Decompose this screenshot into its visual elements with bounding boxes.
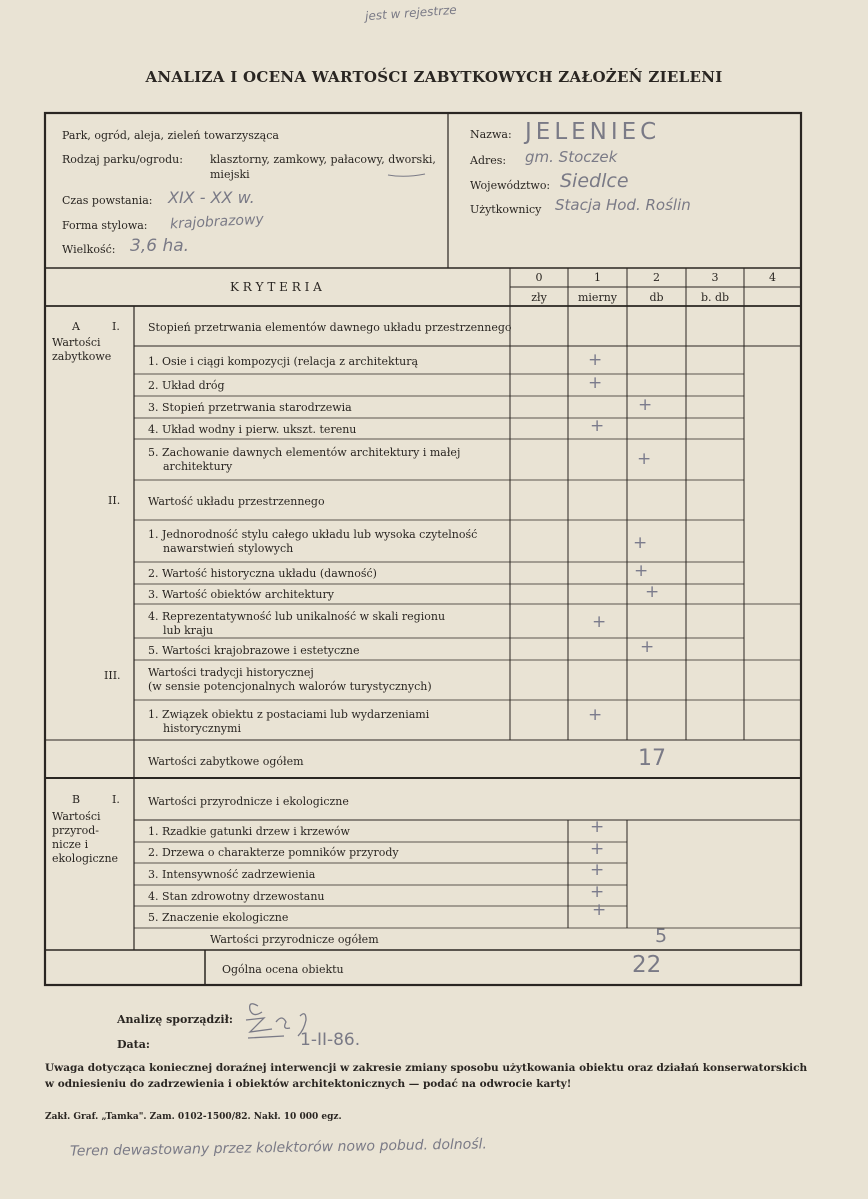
g2-row-4-label2: lub kraju (163, 624, 214, 637)
wielkosc-label: Wielkość: (62, 243, 116, 256)
wielkosc-value: 3,6 ha. (130, 236, 190, 256)
g2-row-2-mark: + (634, 561, 649, 581)
kryteria-heading: K R Y T E R I A (230, 280, 322, 294)
overall-value: 22 (632, 952, 662, 978)
hand-note: Teren dewastowany przez kolektorów nowo pobud. dolnośl. (69, 1136, 488, 1160)
section-b-total-label: Wartości przyrodnicze ogółem (210, 933, 379, 946)
overall-label: Ogólna ocena obiektu (222, 963, 344, 976)
b-row-1-mark: + (590, 817, 605, 837)
b-row-2-label: 2. Drzewa o charakterze pomników przyrody (148, 846, 399, 859)
g2-row-1-mark: + (633, 533, 648, 553)
g2-row-1-label: 1. Jednorodność stylu całego układu lub wysoka czytelność (148, 528, 478, 541)
section-b-name-1: Wartości (52, 810, 101, 823)
scale-3-label: b. db (700, 291, 730, 304)
uwaga-line-1: Uwaga dotycząca koniecznej doraźnej interwencji w zakresie zmiany sposobu użytkowania obiektu oraz działań konserwatorskich (45, 1062, 808, 1074)
b-row-3-mark: + (590, 860, 605, 880)
section-b-name-4: ekologiczne (52, 852, 119, 865)
g3-row-1-mark: + (588, 705, 603, 725)
data-label: Data: (117, 1038, 150, 1051)
top-note: jest w rejestrze (364, 2, 458, 24)
scale-1-num: 1 (594, 271, 601, 284)
g2-row-5-mark: + (640, 637, 655, 657)
b-row-5-mark: + (592, 900, 607, 920)
print-info: Zakł. Graf. „Tamka". Zam. 0102-1500/82. Nakł. 10 000 egz. (45, 1112, 342, 1122)
g1-row-2-label: 2. Układ dróg (148, 379, 225, 392)
section-a-roman: I. (112, 320, 120, 333)
rodzaj-options-1: klasztorny, zamkowy, pałacowy, dworski, (210, 153, 436, 166)
section-b-name-2: przyrod- (52, 824, 99, 837)
scale-1-label: mierny (577, 291, 617, 304)
b-row-1-label: 1. Rzadkie gatunki drzew i krzewów (148, 825, 350, 838)
group-3-title-2: (w sensie potencjonalnych walorów turystycznych) (148, 680, 432, 693)
scale-3-num: 3 (711, 271, 719, 284)
g2-row-3-label: 3. Wartość obiektów architektury (148, 588, 334, 601)
group-3-title-1: Wartości tradycji historycznej (148, 666, 314, 679)
b-row-4-mark: + (590, 882, 605, 902)
g2-row-1-label2: nawarstwień stylowych (163, 542, 294, 555)
uzytk-label: Użytkownicy (470, 203, 542, 216)
section-b-total-value: 5 (655, 925, 668, 947)
b-row-5-label: 5. Znaczenie ekologiczne (148, 911, 289, 924)
scale-2-num: 2 (653, 271, 660, 284)
data-value: 1-II-86. (300, 1030, 361, 1050)
uzytk-value: Stacja Hod. Roślin (555, 196, 691, 214)
g2-row-5-label: 5. Wartości krajobrazowe i estetyczne (148, 644, 360, 657)
g1-row-5-label2: architektury (163, 460, 233, 473)
rodzaj-label: Rodzaj parku/ogrodu: (62, 153, 183, 166)
section-b-letter: B (72, 793, 81, 806)
czas-label: Czas powstania: (62, 194, 153, 207)
scale-2-label: db (649, 291, 664, 304)
g2-row-4-mark: + (592, 612, 607, 632)
g2-row-3-mark: + (645, 582, 660, 602)
adres-value: gm. Stoczek (525, 148, 618, 166)
rodzaj-options-2: miejski (210, 168, 250, 181)
uwaga-line-2: w odniesieniu do zadrzewienia i obiektów architektonicznych — podać na odwrocie karty! (45, 1078, 572, 1090)
group-3-roman: III. (104, 669, 121, 682)
section-b-title: Wartości przyrodnicze i ekologiczne (148, 795, 349, 808)
page-title: ANALIZA I OCENA WARTOŚCI ZABYTKOWYCH ZAŁOŻEŃ ZIELENI (145, 68, 723, 86)
g1-row-2-mark: + (588, 373, 603, 393)
g1-row-5-mark: + (637, 449, 652, 469)
g3-row-1-label2: historycznymi (163, 722, 241, 735)
nazwa-value: JELENIEC (525, 119, 661, 145)
g2-row-2-label: 2. Wartość historyczna układu (dawność) (148, 567, 377, 580)
g1-row-3-mark: + (638, 395, 653, 415)
g1-row-5-label: 5. Zachowanie dawnych elementów architektury i małej (148, 446, 461, 459)
g2-row-4-label: 4. Reprezentatywność lub unikalność w skali regionu (148, 610, 446, 623)
group-2-roman: II. (108, 494, 121, 507)
g3-row-1-label: 1. Związek obiektu z postaciami lub wydarzeniami (148, 708, 430, 721)
b-row-3-label: 3. Intensywność zadrzewienia (148, 868, 316, 881)
group-1-title: Stopień przetrwania elementów dawnego układu przestrzennego (148, 321, 512, 334)
g1-row-4-mark: + (590, 416, 605, 436)
scale-0-num: 0 (535, 271, 543, 284)
group-2-title: Wartość układu przestrzennego (148, 495, 325, 508)
g1-row-1-label: 1. Osie i ciągi kompozycji (relacja z architekturą (148, 355, 419, 368)
g1-row-3-label: 3. Stopień przetrwania starodrzewia (148, 401, 352, 414)
forma-label: Forma stylowa: (62, 219, 148, 232)
section-a-total-label: Wartości zabytkowe ogółem (148, 755, 304, 768)
woj-label: Województwo: (470, 179, 551, 192)
nazwa-label: Nazwa: (470, 128, 512, 141)
section-a-name: Wartości zabytkowe (52, 336, 112, 363)
b-row-2-mark: + (590, 839, 605, 859)
g1-row-1-mark: + (588, 350, 603, 370)
section-a-total-value: 17 (638, 746, 666, 771)
section-b-name-3: nicze i (52, 838, 89, 851)
analiza-label: Analizę sporządził: (117, 1013, 233, 1026)
section-b-roman: I. (112, 793, 120, 806)
park-types: Park, ogród, aleja, zieleń towarzysząca (62, 129, 279, 142)
g1-row-4-label: 4. Układ wodny i pierw. ukszt. terenu (148, 423, 357, 436)
b-row-4-label: 4. Stan zdrowotny drzewostanu (148, 890, 325, 903)
czas-value: XIX - XX w. (168, 188, 255, 207)
adres-label: Adres: (470, 154, 507, 167)
forma-value: krajobrazowy (169, 211, 265, 233)
scale-4-num: 4 (769, 271, 776, 284)
section-a-letter: A (72, 320, 80, 333)
woj-value: Siedlce (560, 170, 629, 192)
scale-0-label: zły (531, 291, 547, 304)
